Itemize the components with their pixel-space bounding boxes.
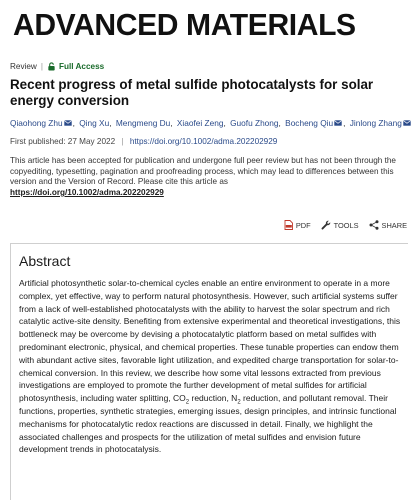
meta-separator: |: [40, 61, 43, 71]
envelope-icon[interactable]: [403, 120, 411, 126]
publication-info: [10, 137, 277, 146]
share-button[interactable]: [369, 220, 407, 230]
abstract-text: Artificial photosynthetic solar-to-chemical cycles enable an entire environment to operate in a more complex, yet effective, way to perform natural photosynthesis. However, such artificial systems suffer from a lack of well-established photocatalysts with the ability to harvest the solar spectrum and rich catalytic active-site density. Benefiting from extensive experimental and theoretical investigations, this bottleneck may be overcome by devising a photocatalytic platform based on metal sulfides with predominant electronic, physical, and chemical properties. These tunable properties can endow them with abundant active sites, favorable light utilization, and expedited charge transportation for solar-to-chemical conversion. In this review, we describe how some vital lessons extracted from previous investigations are employed to promote the further development of metal sulfides for artificial photosynthesis, including water splitting, $CO_2$ reduction, $N_2$ reduction, and pollutant removal. Their functions, properties, synthetic strategies, emerging issues, design principles, and intrinsic functional mechanisms for photocatalytic redox reactions are discussed in detail. Finally, we highlight the associated challenges and prospects for the utilization of metal sulfides and envision future development trends in photocatalysis.: [19, 278, 401, 455]
pdf-button[interactable]: [284, 220, 311, 230]
article-meta: [10, 60, 104, 72]
wrench-icon: [321, 220, 331, 230]
author-link[interactable]: Mengmeng Du: [115, 118, 171, 128]
author-link[interactable]: Xiaofei Zeng: [176, 118, 224, 128]
author-link[interactable]: Jinlong Zhang: [349, 118, 402, 128]
author-list: Qiaohong Zhu , Qing Xu, Mengmeng Du, Xiaofei Zeng, Guofu Zhong, Bocheng Qiu , Jinlong Zhang: [10, 118, 410, 129]
pdf-icon: [284, 220, 293, 230]
accepted-notice: This article has been accepted for publication and undergone full peer review but has not been through the copyediting, typesetting, pagination and proofreading process, which may lead to differences between this version and the Version of Record. Please cite this article as: [10, 156, 396, 187]
share-icon: [369, 220, 379, 230]
article-type: Review: [10, 61, 37, 71]
tools-label: TOOLS: [333, 220, 359, 230]
abstract-heading: Abstract: [19, 253, 71, 269]
envelope-icon[interactable]: [64, 120, 72, 126]
open-lock-icon: [47, 62, 56, 71]
tools-button[interactable]: [321, 220, 359, 230]
pub-separator: |: [121, 137, 124, 146]
envelope-icon[interactable]: [334, 120, 342, 126]
full-access-badge: Full Access: [59, 61, 105, 71]
author-link[interactable]: Bocheng Qiu: [285, 118, 334, 128]
article-toolbar: [284, 219, 407, 231]
notice-doi-link[interactable]: https://doi.org/10.1002/adma.202202929: [10, 188, 164, 197]
article-title: Recent progress of metal sulfide photocatalysts for solar energy conversion: [10, 77, 374, 108]
share-label: SHARE: [381, 220, 407, 230]
doi-link[interactable]: https://doi.org/10.1002/adma.202202929: [129, 137, 278, 146]
pdf-label: PDF: [295, 220, 311, 230]
journal-title[interactable]: ADVANCED MATERIALS: [13, 7, 356, 42]
author-link[interactable]: Guofu Zhong: [230, 118, 279, 128]
author-link[interactable]: Qiaohong Zhu: [10, 118, 63, 128]
author-link[interactable]: Qing Xu: [79, 118, 110, 128]
first-published: First published: 27 May 2022: [10, 137, 116, 146]
